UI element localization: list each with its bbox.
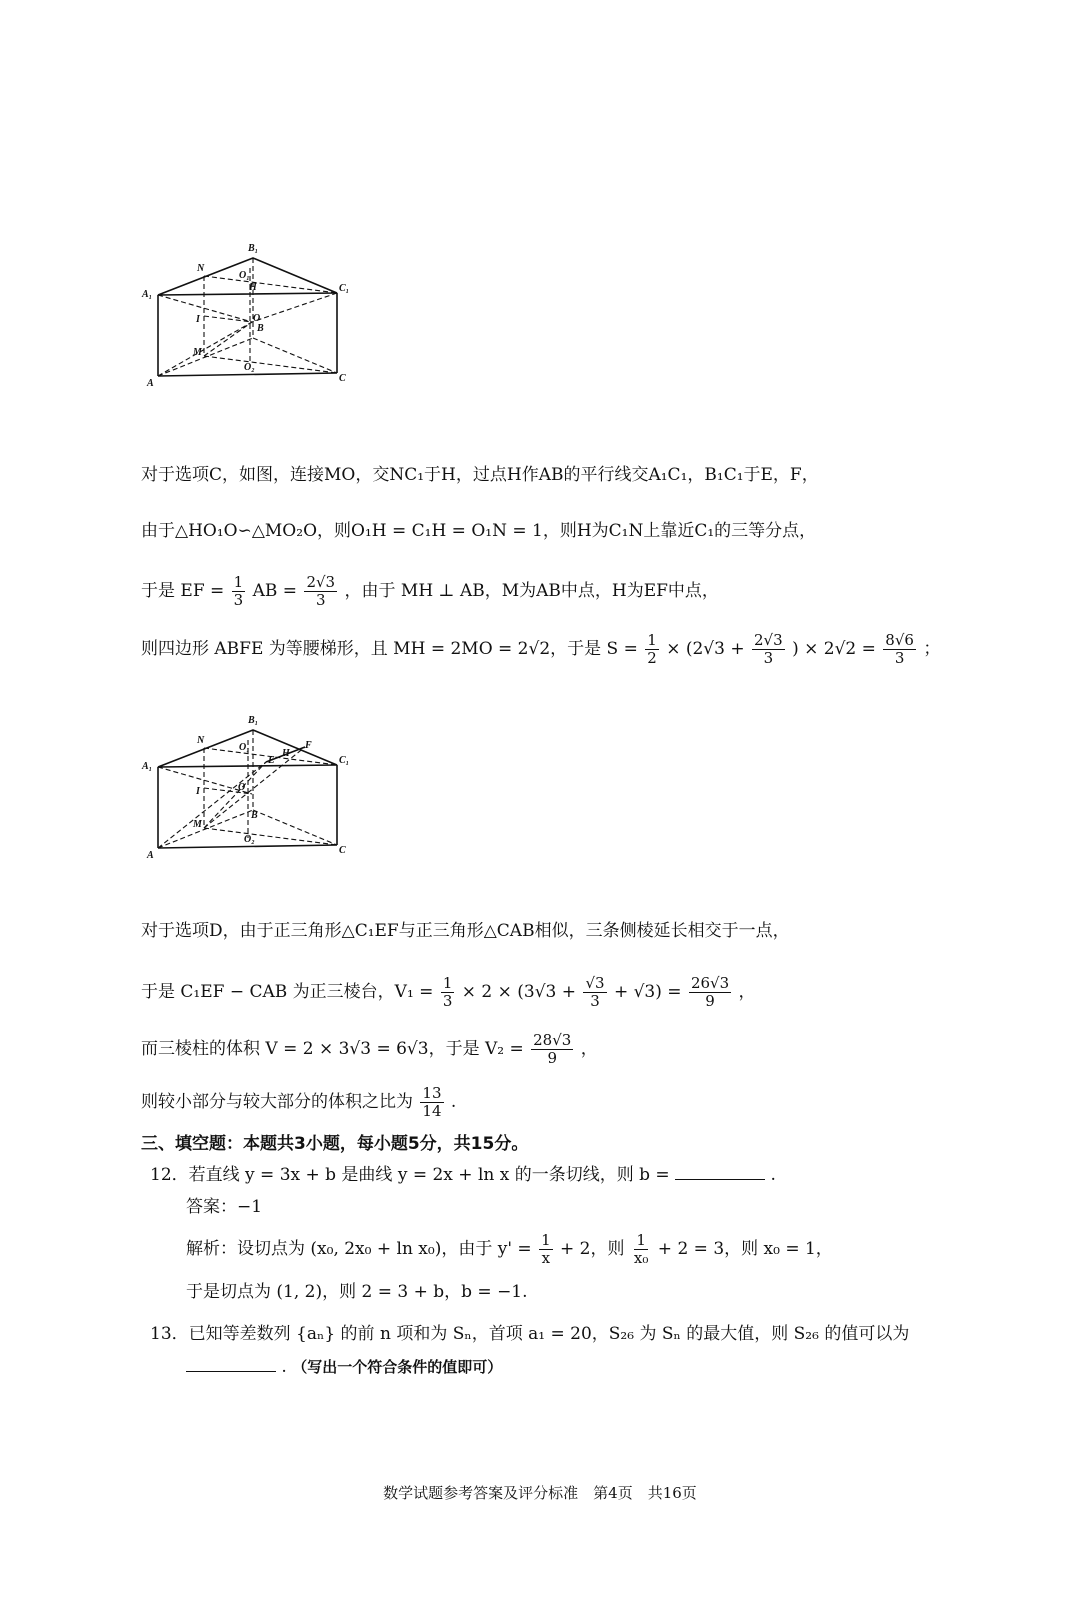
- denominator: 3: [894, 649, 905, 667]
- text: + 2，则: [560, 1239, 625, 1259]
- label-N: N: [197, 263, 205, 274]
- option-d-line-1: 对于选项D，由于正三角形△C₁EF与正三角形△CAB相似，三条侧棱延长相交于一点，: [141, 921, 790, 941]
- page-footer: 数学试题参考答案及评分标准 第4页 共16页: [383, 1484, 697, 1502]
- numerator: 1: [647, 631, 657, 649]
- text: ，: [580, 1039, 598, 1059]
- label-A: A: [147, 850, 154, 861]
- option-d-line-2: [141, 975, 756, 1010]
- q12-solution-1: [186, 1232, 833, 1267]
- label-A1: A₁: [142, 761, 153, 772]
- text: .: [770, 1165, 776, 1185]
- numerator: 13: [422, 1084, 442, 1102]
- numerator: 1: [541, 1231, 551, 1249]
- fraction: [752, 632, 785, 667]
- fraction: [539, 1232, 553, 1267]
- label-C1: C₁: [339, 755, 350, 766]
- label-C: C: [339, 845, 346, 856]
- option-c-line-1: 对于选项C，如图，连接MO，交NC₁于H，过点H作AB的平行线交A₁C₁，B₁C₁于E，F，: [141, 465, 819, 485]
- numerator: 8√6: [885, 631, 914, 649]
- fraction: [531, 1032, 573, 1067]
- label-I: I: [196, 314, 200, 325]
- label-O2: O₂: [244, 834, 255, 845]
- denominator: 3: [233, 591, 244, 609]
- denominator: 9: [547, 1049, 558, 1067]
- option-d-line-4: [141, 1085, 456, 1120]
- q12-stem: [150, 1163, 776, 1186]
- denominator: 3: [442, 992, 453, 1010]
- option-c-line-3: [141, 574, 719, 609]
- prism-figure-2: [140, 710, 360, 865]
- label-H: H: [249, 282, 257, 293]
- numerator: 2√3: [754, 631, 783, 649]
- label-M: M: [193, 347, 202, 358]
- fraction: [232, 574, 246, 609]
- text: + 2 = 3，则 x₀ = 1，: [657, 1239, 833, 1259]
- prism-figure-1: [140, 238, 360, 393]
- denominator: x₀: [633, 1249, 649, 1267]
- fraction: [304, 574, 337, 609]
- fraction: [645, 632, 659, 667]
- fraction: [420, 1085, 443, 1120]
- q13-hint: （写出一个符合条件的值即可）: [292, 1358, 503, 1376]
- text: .: [450, 1092, 457, 1112]
- denominator: 3: [590, 992, 600, 1010]
- fraction: [883, 632, 916, 667]
- numerator: √3: [585, 974, 605, 992]
- text: 12．若直线 y = 3x + b 是曲线 y = 2x + ln x 的一条切线，则 b =: [150, 1165, 670, 1185]
- denominator: 3: [763, 649, 774, 667]
- label-O1: O₁: [239, 270, 250, 281]
- answer-blank: [186, 1355, 276, 1372]
- text: ，: [738, 982, 756, 1002]
- q12-answer: 答案：−1: [186, 1197, 263, 1217]
- section-heading: 三、填空题：本题共3小题，每小题5分，共15分。: [141, 1134, 529, 1154]
- label-B: B: [251, 810, 258, 821]
- text: 于是 C₁EF − CAB 为正三棱台，V₁ =: [141, 982, 434, 1002]
- fraction: [583, 975, 606, 1010]
- text: + √3) =: [613, 982, 682, 1002]
- label-A1: A₁: [142, 289, 153, 300]
- label-O2: O₂: [244, 362, 255, 373]
- q13-stem: 13．已知等差数列 {aₙ} 的前 n 项和为 Sₙ，首项 a₁ = 20，S₂₆ 为 Sₙ 的最大值，则 S₂₆ 的值可以为: [150, 1324, 910, 1344]
- option-c-line-2: 由于△HO₁O∽△MO₂O，则O₁H = C₁H = O₁N = 1，则H为C₁N上靠近C₁的三等分点，: [141, 521, 817, 541]
- label-A: A: [147, 378, 154, 389]
- denominator: 14: [422, 1102, 442, 1120]
- label-H: H: [282, 748, 290, 759]
- text: .: [281, 1357, 287, 1377]
- label-B1: B₁: [248, 715, 259, 726]
- text: 解析：设切点为 (x₀, 2x₀ + ln x₀)，由于 y' =: [186, 1239, 532, 1259]
- text: 则较小部分与较大部分的体积之比为: [141, 1092, 413, 1112]
- answer-blank: [675, 1163, 765, 1180]
- label-E: E: [268, 755, 275, 766]
- text: 于是 EF =: [141, 581, 225, 601]
- label-O: O: [253, 313, 261, 324]
- numerator: 1: [636, 1231, 646, 1249]
- numerator: 28√3: [533, 1031, 572, 1049]
- text: × (2√3 +: [666, 639, 745, 659]
- denominator: 9: [705, 992, 715, 1010]
- numerator: 2√3: [306, 573, 336, 591]
- label-F: F: [305, 740, 312, 751]
- text: 则四边形 ABFE 为等腰梯形，且 MH = 2MO = 2√2，于是 S =: [141, 639, 638, 659]
- numerator: 1: [442, 974, 453, 992]
- text: ；: [923, 639, 941, 659]
- numerator: 26√3: [690, 974, 730, 992]
- denominator: x: [541, 1249, 551, 1267]
- label-M: M: [193, 819, 202, 830]
- q13-blank-line: [186, 1355, 502, 1378]
- q12-solution-2: 于是切点为 (1, 2)，则 2 = 3 + b，b = −1.: [186, 1282, 528, 1302]
- text: × 2 × (3√3 +: [461, 982, 577, 1002]
- fraction: [632, 1232, 650, 1267]
- option-c-line-4: [141, 632, 940, 667]
- denominator: 2: [647, 649, 657, 667]
- option-d-line-3: [141, 1032, 598, 1067]
- text: ) × 2√2 =: [792, 639, 876, 659]
- denominator: 3: [316, 591, 326, 609]
- text: ，由于 MH ⊥ AB，M为AB中点，H为EF中点，: [344, 581, 719, 601]
- text: AB =: [252, 581, 298, 601]
- text: 而三棱柱的体积 V = 2 × 3√3 = 6√3，于是 V₂ =: [141, 1039, 524, 1059]
- fraction: [441, 975, 455, 1010]
- fraction: [689, 975, 731, 1010]
- label-B: B: [257, 323, 264, 334]
- label-I: I: [196, 786, 200, 797]
- label-N: N: [197, 735, 205, 746]
- label-C1: C₁: [339, 283, 350, 294]
- label-O1: O₁: [239, 742, 250, 753]
- label-C: C: [339, 373, 346, 384]
- label-O: O: [238, 782, 246, 793]
- numerator: 1: [233, 573, 244, 591]
- label-B1: B₁: [248, 243, 259, 254]
